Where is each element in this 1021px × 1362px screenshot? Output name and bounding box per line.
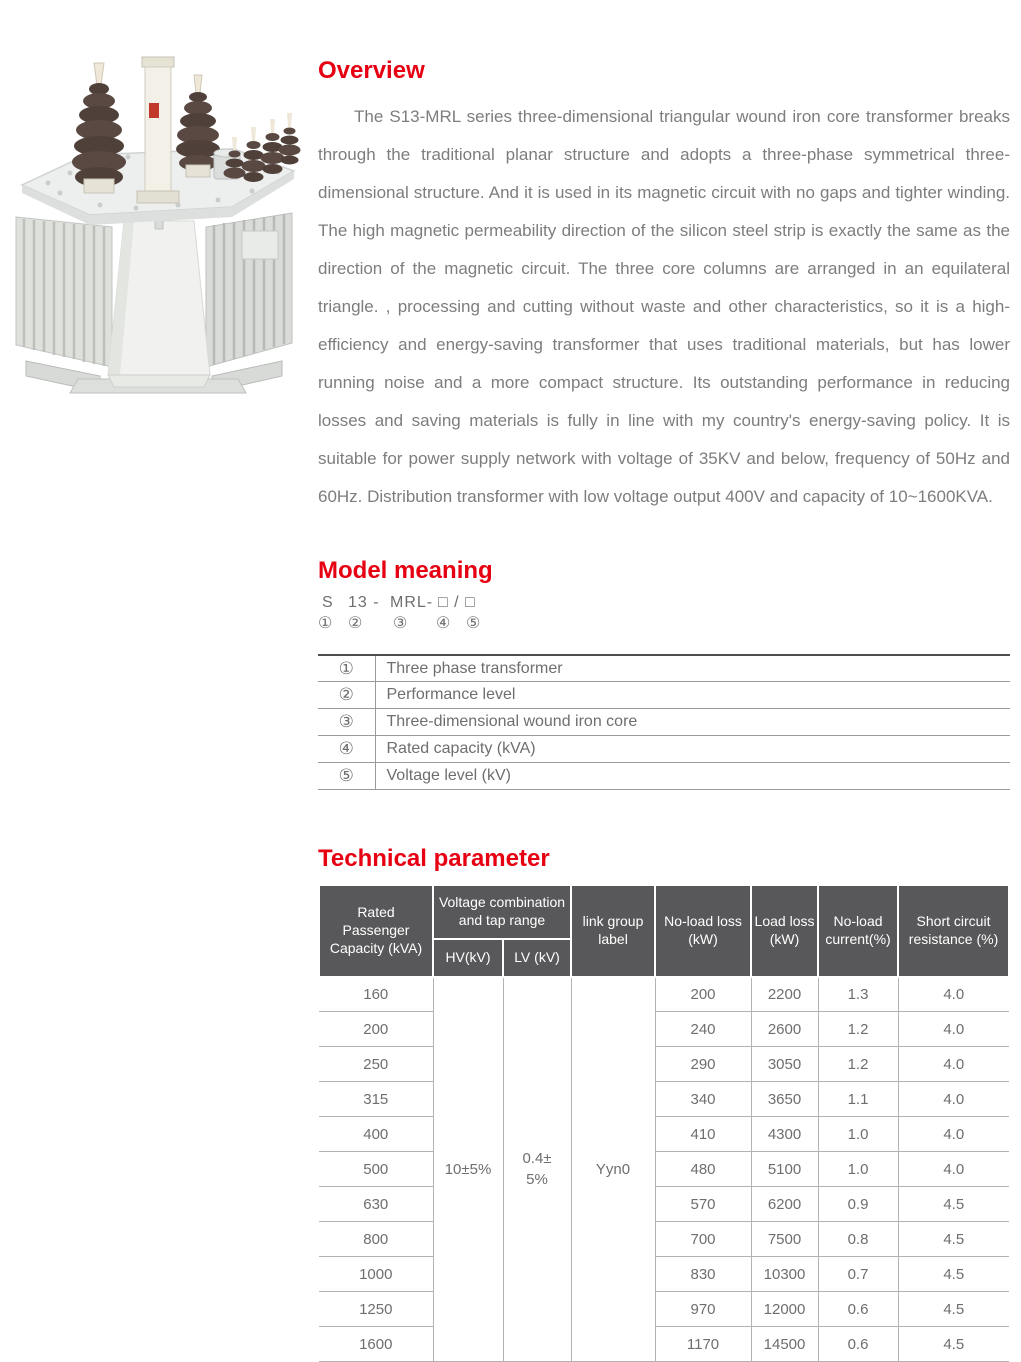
tech-table-row (319, 1257, 1009, 1292)
cell-load-loss: 12000 (751, 1292, 818, 1327)
header-no-load-current: No-load current(%) (818, 885, 898, 977)
model-table-row (318, 709, 1010, 736)
cell-capacity: 1000 (319, 1257, 433, 1292)
model-code-token: 13 - (348, 593, 380, 611)
cell-no-load-loss: 970 (655, 1292, 751, 1327)
model-table-body (318, 655, 1010, 790)
model-row-description: Performance level (375, 682, 1010, 709)
cell-no-load-loss: 290 (655, 1047, 751, 1082)
model-code-token: MRL- (390, 593, 434, 611)
cell-short-circuit: 4.5 (898, 1327, 1009, 1362)
tech-table-row (319, 1082, 1009, 1117)
header-link-group-label: link group label (571, 885, 655, 977)
cell-capacity: 800 (319, 1222, 433, 1257)
circled-marker: ② (348, 614, 363, 632)
model-code-token: S (322, 593, 334, 611)
cell-capacity: 160 (319, 977, 433, 1012)
cell-short-circuit: 4.5 (898, 1222, 1009, 1257)
cell-no-load-current: 0.6 (818, 1292, 898, 1327)
model-code-diagram (318, 594, 1010, 640)
cell-capacity: 630 (319, 1187, 433, 1222)
model-row-marker: ④ (318, 736, 375, 763)
tech-table-row (319, 1222, 1009, 1257)
cell-no-load-current: 1.1 (818, 1082, 898, 1117)
cell-no-load-loss: 570 (655, 1187, 751, 1222)
cell-no-load-loss: 700 (655, 1222, 751, 1257)
header-voltage-group: Voltage combination and tap range (433, 885, 571, 939)
cell-load-loss: 6200 (751, 1187, 818, 1222)
cell-no-load-current: 1.0 (818, 1152, 898, 1187)
cell-short-circuit: 4.0 (898, 1012, 1009, 1047)
cell-short-circuit: 4.0 (898, 1047, 1009, 1082)
overview-paragraph: The S13-MRL series three-dimensional triangular wound iron core transformer breaks through the traditional planar structure and adopts a three-phase symmetrical three-dimensional structure. And it is used in its magnetic circuit with no gaps and tighter winding. The high magnetic permeability direction of the silicon steel strip is exactly the same as the direction of the magnetic circuit. The three core columns are arranged in an equilateral triangle. , processing and cutting without waste and other characteristics, so it is a high-efficiency and energy-saving transformer that uses traditional materials, but has lower running noise and a more compact structure. Its outstanding performance in reducing losses and saving materials is fully in line with my country's energy-saving policy. It is suitable for power supply network with voltage of 35KV and below, frequency of 50Hz and 60Hz. Distribution transformer with low voltage output 400V and capacity of 10~1600KVA. (318, 107, 1011, 507)
cell-load-loss: 5100 (751, 1152, 818, 1187)
hv-bushing-right (176, 75, 220, 177)
model-row-description: Three-dimensional wound iron core (375, 709, 1010, 736)
cell-no-load-loss: 480 (655, 1152, 751, 1187)
model-row-description: Voltage level (kV) (375, 763, 1010, 790)
cell-no-load-current: 1.0 (818, 1117, 898, 1152)
circled-marker: ④ (436, 614, 451, 632)
cell-no-load-loss: 1170 (655, 1327, 751, 1362)
cell-no-load-loss: 410 (655, 1117, 751, 1152)
cell-short-circuit: 4.5 (898, 1257, 1009, 1292)
cell-short-circuit: 4.0 (898, 1082, 1009, 1117)
cell-no-load-current: 1.2 (818, 1047, 898, 1082)
model-row-marker: ③ (318, 709, 375, 736)
cell-hv-merged: 10±5% (433, 977, 503, 1362)
content-column (318, 0, 1021, 1362)
model-row-description: Three phase transformer (375, 655, 1010, 682)
circled-marker: ③ (393, 614, 408, 632)
cell-load-loss: 2200 (751, 977, 818, 1012)
header-no-load-loss: No-load loss (kW) (655, 885, 751, 977)
red-label (149, 103, 159, 118)
model-meaning-table (318, 654, 1010, 791)
cell-short-circuit: 4.5 (898, 1292, 1009, 1327)
tech-table-row (319, 977, 1009, 1012)
model-code-token: □ / □ (438, 593, 476, 611)
model-meaning-heading: Model meaning (318, 557, 493, 585)
model-row-marker: ① (318, 655, 375, 682)
cell-load-loss: 7500 (751, 1222, 818, 1257)
cell-load-loss: 10300 (751, 1257, 818, 1292)
cell-short-circuit: 4.0 (898, 977, 1009, 1012)
cell-load-loss: 3650 (751, 1082, 818, 1117)
cell-no-load-current: 0.9 (818, 1187, 898, 1222)
tech-table-row (319, 1117, 1009, 1152)
cell-no-load-loss: 240 (655, 1012, 751, 1047)
header-load-loss: Load loss (kW) (751, 885, 818, 977)
rating-plate (242, 231, 278, 259)
cell-capacity: 315 (319, 1082, 433, 1117)
hv-bushing-left (72, 63, 126, 193)
tech-table-row (319, 1327, 1009, 1362)
tech-table-row (319, 1047, 1009, 1082)
cell-lv-merged (503, 977, 571, 1362)
header-short-circuit-resistance: Short circuit resistance (%) (898, 885, 1009, 977)
tech-table-body (319, 977, 1009, 1362)
cell-load-loss: 3050 (751, 1047, 818, 1082)
model-table-row (318, 655, 1010, 682)
cell-no-load-current: 1.2 (818, 1012, 898, 1047)
lv-merged-value: 0.4± 5% (522, 1149, 552, 1189)
header-rated-capacity: Rated Passenger Capacity (kVA) (319, 885, 433, 977)
tech-table-row (319, 1012, 1009, 1047)
circled-marker: ⑤ (466, 614, 481, 632)
cell-capacity: 500 (319, 1152, 433, 1187)
cell-capacity: 250 (319, 1047, 433, 1082)
circled-marker: ① (318, 614, 333, 632)
product-photo-column (0, 0, 318, 1362)
model-row-marker: ② (318, 682, 375, 709)
cell-short-circuit: 4.0 (898, 1152, 1009, 1187)
technical-parameter-heading: Technical parameter (318, 845, 550, 873)
cell-no-load-current: 1.3 (818, 977, 898, 1012)
model-row-description: Rated capacity (kVA) (375, 736, 1010, 763)
model-table-row (318, 682, 1010, 709)
model-table-row (318, 736, 1010, 763)
header-hv: HV(kV) (433, 939, 503, 977)
transformer-product-photo (8, 45, 300, 395)
tech-table-row (319, 1292, 1009, 1327)
cell-capacity: 400 (319, 1117, 433, 1152)
header-lv: LV (kV) (503, 939, 571, 977)
cell-short-circuit: 4.5 (898, 1187, 1009, 1222)
cell-load-loss: 4300 (751, 1117, 818, 1152)
model-table-row (318, 763, 1010, 790)
cell-load-loss: 2600 (751, 1012, 818, 1047)
overview-heading: Overview (318, 57, 425, 84)
cell-capacity: 1250 (319, 1292, 433, 1327)
cell-capacity: 200 (319, 1012, 433, 1047)
cell-no-load-current: 0.8 (818, 1222, 898, 1257)
cell-no-load-loss: 200 (655, 977, 751, 1012)
cell-load-loss: 14500 (751, 1327, 818, 1362)
model-row-marker: ⑤ (318, 763, 375, 790)
cell-link-group-merged: Yyn0 (571, 977, 655, 1362)
cell-no-load-loss: 830 (655, 1257, 751, 1292)
technical-parameter-table (318, 884, 1010, 1362)
tech-table-header (319, 885, 1009, 977)
cell-no-load-current: 0.6 (818, 1327, 898, 1362)
tech-table-row (319, 1187, 1009, 1222)
cell-short-circuit: 4.0 (898, 1117, 1009, 1152)
cell-no-load-current: 0.7 (818, 1257, 898, 1292)
cell-capacity: 1600 (319, 1327, 433, 1362)
cell-no-load-loss: 340 (655, 1082, 751, 1117)
tech-table-row (319, 1152, 1009, 1187)
